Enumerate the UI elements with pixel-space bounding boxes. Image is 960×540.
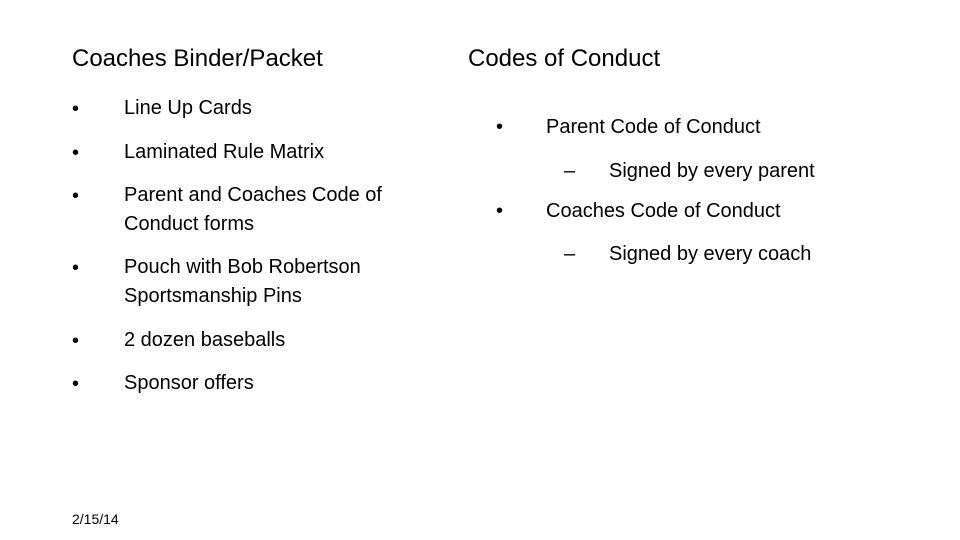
list-item-label: Line Up Cards (124, 97, 252, 119)
footer-date: 2/15/14 (72, 511, 119, 527)
list-item-label: Pouch with Bob Robertson Sportsmanship Pins (124, 256, 361, 307)
list-subitem-label: Signed by every coach (609, 243, 812, 265)
dash-icon: – (564, 160, 576, 182)
list-subitem-label: Signed by every parent (609, 160, 815, 182)
left-column-title: Coaches Binder/Packet (72, 45, 323, 72)
list-item-label: Parent and Coaches Code of Conduct forms (124, 184, 382, 235)
bullet-icon: • (496, 116, 504, 138)
list-item-label: Laminated Rule Matrix (124, 141, 325, 163)
bullet-icon: • (72, 98, 80, 120)
bullet-icon: • (72, 373, 80, 395)
bullet-icon: • (72, 257, 80, 279)
list-item-label: 2 dozen baseballs (124, 329, 286, 351)
list-item-label: Parent Code of Conduct (546, 116, 761, 138)
list-item-label: Coaches Code of Conduct (546, 200, 781, 222)
bullet-icon: • (496, 200, 504, 222)
bullet-icon: • (72, 330, 80, 352)
right-column-title: Codes of Conduct (468, 45, 661, 72)
list-item-label: Sponsor offers (124, 372, 254, 394)
bullet-icon: • (72, 142, 80, 164)
bullet-icon: • (72, 185, 80, 207)
dash-icon: – (564, 243, 576, 265)
